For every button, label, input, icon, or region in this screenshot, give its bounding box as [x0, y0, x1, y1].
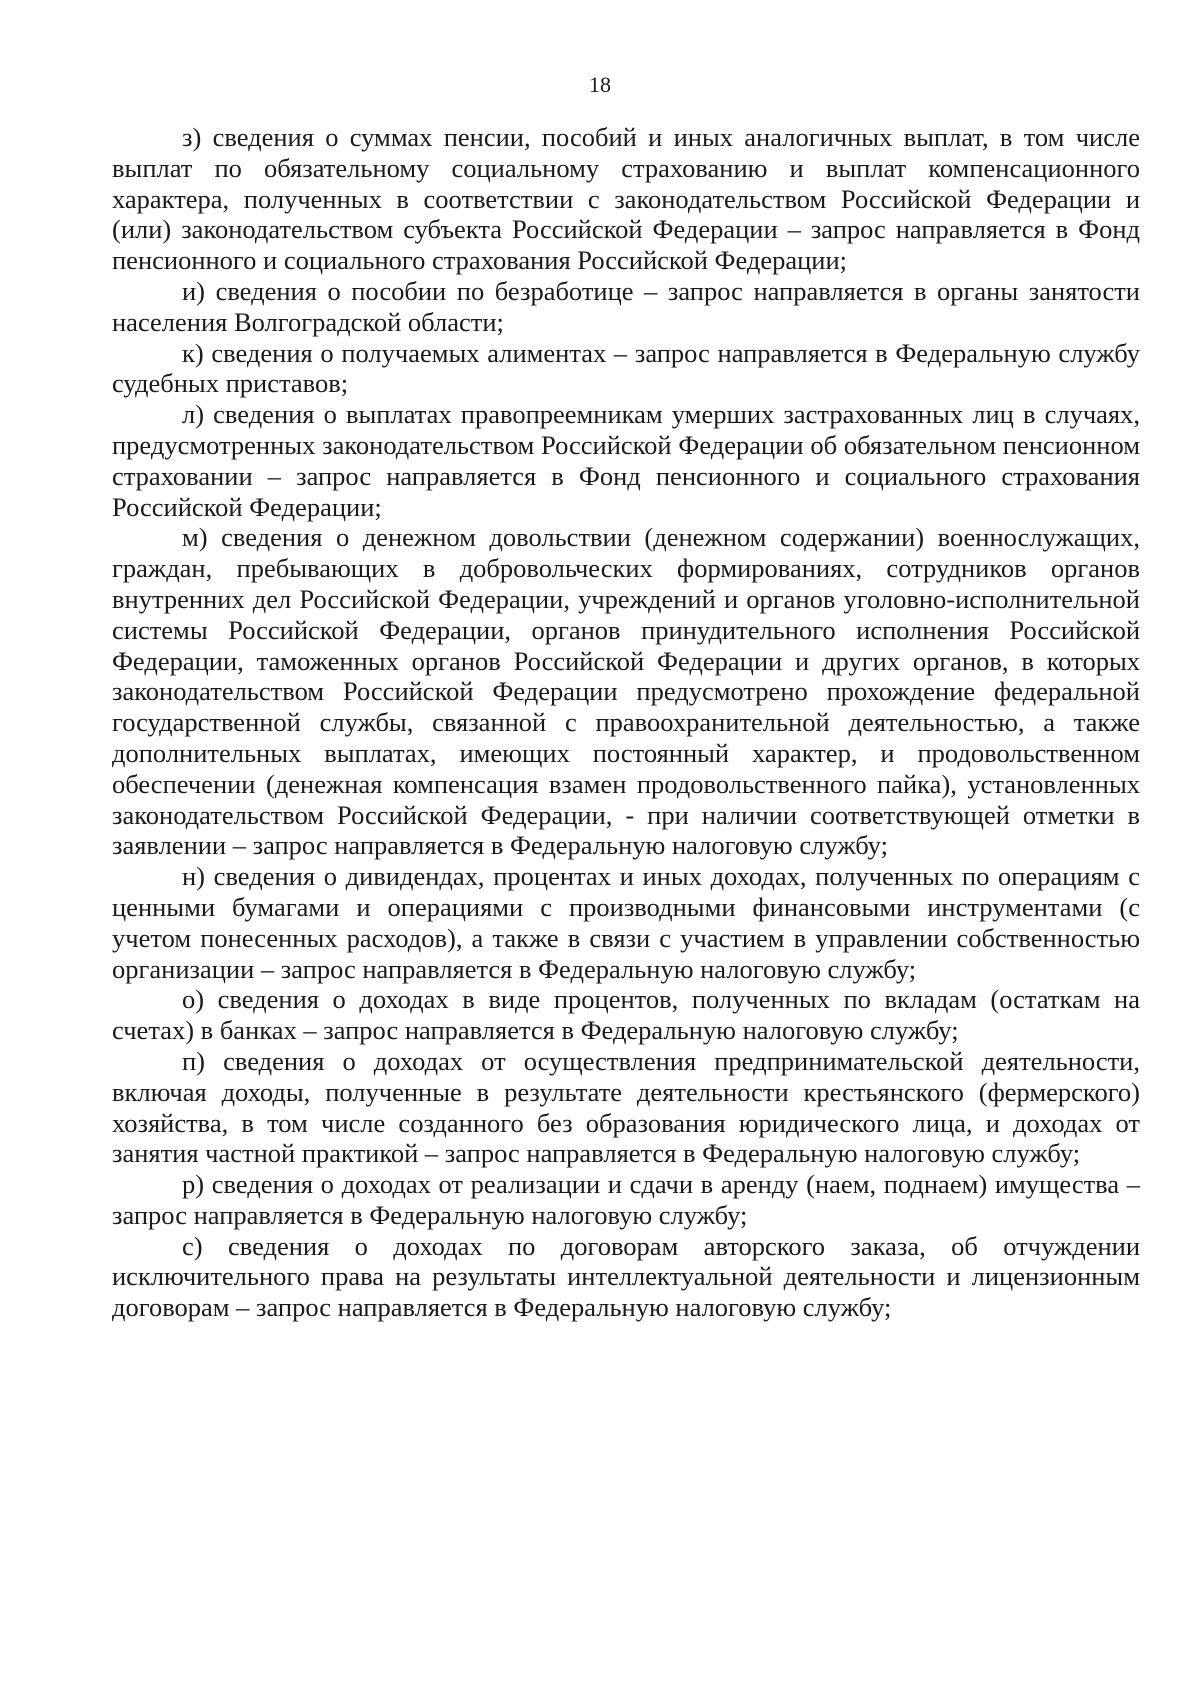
paragraph-k: к) сведения о получаемых алиментах – запрос направляется в Федеральную службу судебных приставов;	[112, 337, 1140, 399]
page-number: 18	[589, 72, 611, 97]
document-body	[112, 122, 1140, 1323]
paragraph-z: з) сведения о суммах пенсии, пособий и иных аналогичных выплат, в том числе выплат по обязательному социальному страхованию и выплат компенсационного характера, полученных в соответствии с законодательством Российской Федерации и (или) законодательством субъекта Российской Федерации – запрос направляется в Фонд пенсионного и социального страхования Российской Федерации;	[112, 122, 1140, 276]
paragraph-o: о) сведения о доходах в виде процентов, полученных по вкладам (остаткам на счетах) в банках – запрос направляется в Федеральную налоговую службу;	[112, 984, 1140, 1046]
paragraph-r: р) сведения о доходах от реализации и сдачи в аренду (наем, поднаем) имущества – запрос направляется в Федеральную налоговую службу;	[112, 1169, 1140, 1230]
paragraph-m: м) сведения о денежном довольствии (денежном содержании) военнослужащих, граждан, пребывающих в добровольческих формированиях, сотрудников органов внутренних дел Российской Федерации, учреждений и органов уголовно-исполнительной системы Российской Федерации, органов принудительного исполнения Российской Федерации, таможенных органов Российской Федерации и других органов, в которых законодательством Российской Федерации предусмотрено прохождение федеральной государственной службы, связанной с правоохранительной деятельностью, а также дополнительных выплатах, имеющих постоянный характер, и продовольственном обеспечении (денежная компенсация взамен продовольственного пайка), установленных законодательством Российской Федерации, - при наличии соответствующей отметки в заявлении – запрос направляется в Федеральную налоговую службу;	[112, 522, 1140, 861]
paragraph-l: л) сведения о выплатах правопреемникам умерших застрахованных лиц в случаях, предусмотренных законодательством Российской Федерации об обязательном пенсионном страховании – запрос направляется в Фонд пенсионного и социального страхования Российской Федерации;	[112, 399, 1140, 522]
paragraph-i: и) сведения о пособии по безработице – запрос направляется в органы занятости населения Волгоградской области;	[112, 275, 1140, 337]
paragraph-n: н) сведения о дивидендах, процентах и иных доходах, полученных по операциям с ценными бумагами и операциями с производными финансовыми инструментами (с учетом понесенных расходов), а также в связи с участием в управлении собственностью организации – запрос направляется в Федеральную налоговую службу;	[112, 861, 1140, 984]
paragraph-s: с) сведения о доходах по договорам авторского заказа, об отчуждении исключительного права на результаты интеллектуальной деятельности и лицензионным договорам – запрос направляется в Федеральную налоговую службу;	[112, 1230, 1140, 1323]
paragraph-p: п) сведения о доходах от осуществления предпринимательской деятельности, включая доходы, полученные в результате деятельности крестьянского (фермерского) хозяйства, в том числе созданного без образования юридического лица, и доходах от занятия частной практикой – запрос направляется в Федеральную налоговую службу;	[112, 1045, 1140, 1169]
